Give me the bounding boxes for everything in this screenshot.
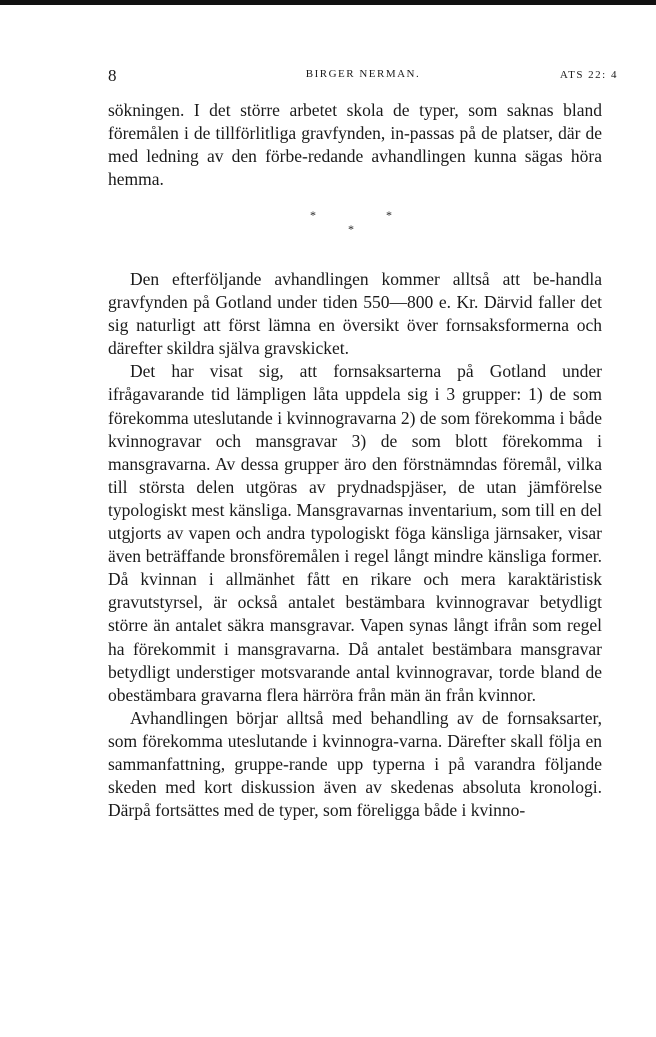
asterisk-right: * — [386, 208, 392, 222]
text-block-main — [108, 268, 602, 822]
page-number: 8 — [108, 66, 117, 85]
top-border-rule — [0, 0, 656, 5]
running-head-author: BIRGER NERMAN. — [305, 68, 421, 80]
paragraph-intro: Den efterföljande avhandlingen kommer alltså att be-handla gravfynden på Gotland under tiden 550—800 e. Kr. Därvid faller det sig naturligt att först lämna en översikt över fornsaksformerna och därefter skildra själva gravskicket. — [108, 269, 602, 359]
paragraph-continuation: sökningen. I det större arbetet skola de typer, som saknas bland föremålen i de tillförlitliga gravfynden, in-passas på de platser, där de med ledning av den förbe-redande avhandlingen kunna sägas höra hemma. — [108, 100, 602, 190]
running-head — [108, 66, 618, 90]
section-asterism — [300, 208, 410, 242]
paragraph-groups: Det har visat sig, att fornsaksarterna på Gotland under ifrågavarande tid lämpligen låta uppdela sig i 3 grupper: 1) de som förekomma uteslutande i kvinnogravarna 2) de som förekomma i både kvinnogravar och mansgravar 3) de som blott förekomma i mansgravarna. Av dessa grupper äro den förstnämndas föremål, vilka till största delen utgöras av prydnadspjäser, de utan jämförelse typologiskt mest känsliga. Mansgravarnas inventarium, som till en del utgjorts av vapen och andra typologiskt föga känsliga järnsaker, visar även beträffande bronsföremålen i regel långt mindre känsliga former. Då kvinnan i allmänhet fått en rikare och mera karaktäristisk gravutstyrsel, är också antalet bestämbara kvinnogravar betydligt större än antalet säkra mansgravar. Vapen synas långt ifrån som regel ha förekommit i mansgravarna. Då antalet bestämbara mansgravar betydligt understiger motsvarande antal kvinnogravar, torde bland de obestämbara gravarna flera härröra från män än från kvinnor. — [108, 361, 602, 705]
asterisk-left: * — [310, 208, 316, 222]
text-block-top — [108, 99, 602, 191]
paragraph-structure: Avhandlingen börjar alltså med behandling av de fornsaksarter, som förekomma uteslutande i kvinnogra-varna. Därefter skall följa en sammanfattning, gruppe-rande upp typerna i på varandra följande skeden med kort diskussion även av skedenas absoluta kronologi. Därpå fortsättes med de typer, som föreligga både i kvinno- — [108, 707, 602, 821]
asterisk-middle: * — [348, 222, 354, 236]
running-head-series: ATS 22: 4 — [559, 69, 618, 81]
